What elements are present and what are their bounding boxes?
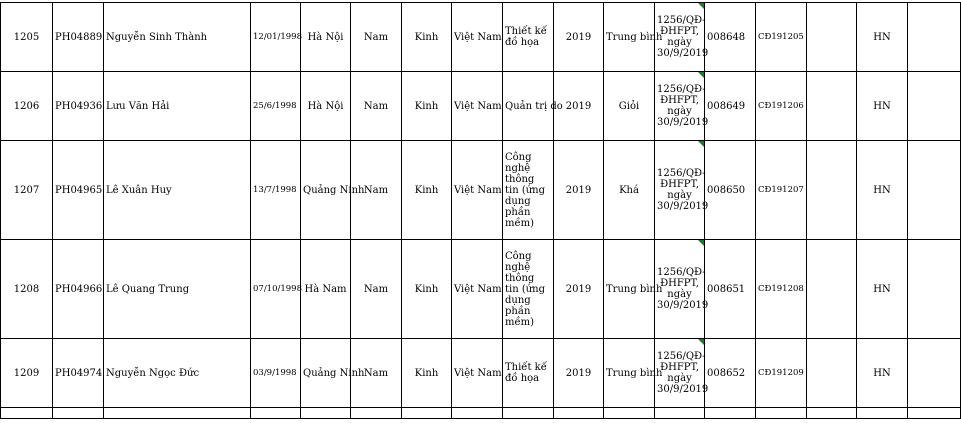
cell-major: Thiết kế đồ họa <box>503 339 554 408</box>
cell-gender: Nam <box>351 339 402 408</box>
cell-extra <box>908 339 961 408</box>
cell-nationality: Việt Nam <box>452 3 503 72</box>
cell-certificate-code: CĐ191208 <box>756 240 807 339</box>
cell-serial: 008652 <box>705 339 756 408</box>
cell-campus: HN <box>857 240 908 339</box>
cell-campus: HN <box>857 339 908 408</box>
cell-student-id: PH04965 <box>53 141 104 240</box>
cell-birthplace: Quảng Ninh <box>301 141 351 240</box>
table-row <box>1 240 961 339</box>
cell-extra <box>908 240 961 339</box>
cell-major: Quản trị do <box>503 72 554 141</box>
cell-rank: Trung bình <box>604 339 655 408</box>
cell-gender: Nam <box>351 3 402 72</box>
cell-rank: Trung bình <box>604 3 655 72</box>
cell-dob: 07/10/1998 <box>251 240 301 339</box>
cell-nationality: Việt Nam <box>452 240 503 339</box>
cell-decision: 1256/QĐ-ĐHFPT, ngày 30/9/2019 <box>655 240 705 339</box>
cell-nationality: Việt Nam <box>452 141 503 240</box>
cell-serial: 008649 <box>705 72 756 141</box>
cell-note <box>807 3 857 72</box>
cell-major: Thiết kế đồ họa <box>503 3 554 72</box>
cell-certificate-code: CĐ191209 <box>756 339 807 408</box>
cell-year: 2019 <box>554 141 604 240</box>
cell-name: Lê Quang Trung <box>104 240 251 339</box>
cell-birthplace: Hà Nam <box>301 240 351 339</box>
cell-rank: Trung bình <box>604 240 655 339</box>
cell-gender: Nam <box>351 72 402 141</box>
cell-name: Lê Xuân Huy <box>104 141 251 240</box>
cell-no: 1206 <box>1 72 53 141</box>
cell-certificate-code: CĐ191206 <box>756 72 807 141</box>
table-row <box>1 3 961 72</box>
cell-campus: HN <box>857 72 908 141</box>
cell-birthplace: Hà Nội <box>301 3 351 72</box>
cell-no: 1209 <box>1 339 53 408</box>
cell-note <box>807 339 857 408</box>
cell-major: Công nghệ thông tin (ứng dụng phần mềm) <box>503 141 554 240</box>
cell-extra <box>908 141 961 240</box>
cell-note <box>807 141 857 240</box>
cell-name: Nguyễn Sinh Thành <box>104 3 251 72</box>
cell-major: Công nghệ thông tin (ứng dụng phần mềm) <box>503 240 554 339</box>
cell-nationality: Việt Nam <box>452 72 503 141</box>
table-row <box>1 339 961 408</box>
cell-student-id: PH04936 <box>53 72 104 141</box>
cell-rank: Giỏi <box>604 72 655 141</box>
cell-gender: Nam <box>351 141 402 240</box>
cell-no: 1205 <box>1 3 53 72</box>
cell-year: 2019 <box>554 339 604 408</box>
cell-note <box>807 240 857 339</box>
cell-campus: HN <box>857 141 908 240</box>
cell-nationality: Việt Nam <box>452 339 503 408</box>
table-row-partial <box>1 408 961 419</box>
cell-dob: 03/9/1998 <box>251 339 301 408</box>
cell-dob: 12/01/1998 <box>251 3 301 72</box>
cell-no: 1208 <box>1 240 53 339</box>
cell-dob: 13/7/1998 <box>251 141 301 240</box>
cell-serial: 008651 <box>705 240 756 339</box>
table-row <box>1 141 961 240</box>
cell-campus: HN <box>857 3 908 72</box>
graduate-table <box>0 2 961 419</box>
cell-serial: 008650 <box>705 141 756 240</box>
cell-rank: Khá <box>604 141 655 240</box>
cell-serial: 008648 <box>705 3 756 72</box>
cell-decision: 1256/QĐ-ĐHFPT, ngày 30/9/2019 <box>655 72 705 141</box>
cell-student-id: PH04974 <box>53 339 104 408</box>
cell-ethnicity: Kinh <box>402 72 452 141</box>
cell-student-id: PH04966 <box>53 240 104 339</box>
cell-gender: Nam <box>351 240 402 339</box>
cell-no: 1207 <box>1 141 53 240</box>
table-row <box>1 72 961 141</box>
cell-dob: 25/6/1998 <box>251 72 301 141</box>
cell-decision: 1256/QĐ-ĐHFPT, ngày 30/9/2019 <box>655 141 705 240</box>
cell-note <box>807 72 857 141</box>
cell-name: Lưu Văn Hải <box>104 72 251 141</box>
cell-certificate-code: CĐ191207 <box>756 141 807 240</box>
cell-student-id: PH04889 <box>53 3 104 72</box>
cell-ethnicity: Kinh <box>402 339 452 408</box>
cell-certificate-code: CĐ191205 <box>756 3 807 72</box>
cell-ethnicity: Kinh <box>402 240 452 339</box>
cell-birthplace: Hà Nội <box>301 72 351 141</box>
cell-year: 2019 <box>554 72 604 141</box>
cell-year: 2019 <box>554 3 604 72</box>
cell-decision: 1256/QĐ-ĐHFPT, ngày 30/9/2019 <box>655 3 705 72</box>
cell-extra <box>908 72 961 141</box>
cell-name: Nguyễn Ngọc Đức <box>104 339 251 408</box>
cell-decision: 1256/QĐ-ĐHFPT, ngày 30/9/2019 <box>655 339 705 408</box>
cell-ethnicity: Kinh <box>402 141 452 240</box>
cell-year: 2019 <box>554 240 604 339</box>
cell-ethnicity: Kinh <box>402 3 452 72</box>
cell-birthplace: Quảng Ninh <box>301 339 351 408</box>
cell-extra <box>908 3 961 72</box>
